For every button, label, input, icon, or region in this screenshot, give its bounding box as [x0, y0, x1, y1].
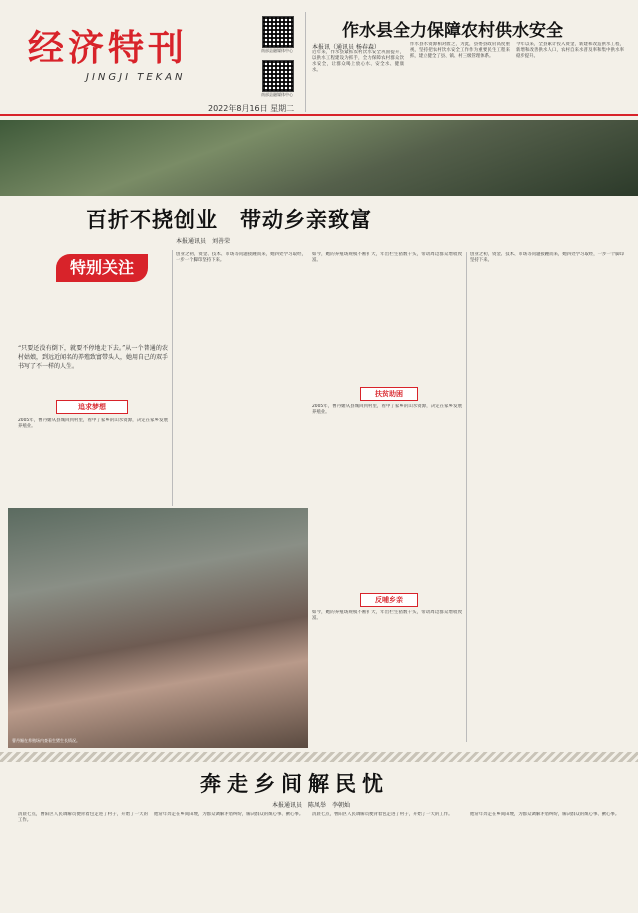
feature-column: 2005年，曹丹媚从县城回到村里，看中了家乡的山水资源，决定在家乡发展养殖业。 [312, 404, 462, 415]
top-story-headline: 作水县全力保障农村供水安全 [342, 21, 563, 41]
bottom-story-paragraph: 清晨七点，曹阳区人民调解员便背着包走进了村子，开始了一天的工作。 [312, 812, 453, 817]
column-divider [172, 250, 173, 506]
qr-code-icon [262, 60, 294, 92]
bottom-story-paragraph: 清晨七点，曹阳区人民调解员便背着包走进了村子，开始了一天的工作。 [18, 812, 148, 823]
hero-photo [0, 120, 638, 196]
section-divider [0, 752, 638, 762]
feature-intro: “只要还没有倒下，就要不停地走下去。”从一个普通的农村姑娘，到远近闻名的养殖致富带头人，她用自己的双手书写了不一样的人生。 [18, 345, 168, 370]
bottom-story-byline: 本报通讯员 陈凤举 李朝灿 [272, 802, 351, 809]
column-divider [305, 12, 306, 112]
bottom-story-paragraph: 他常年奔走在乡间田埂，为群众调解矛盾纠纷，解决群众的烦心事、揪心事。 [470, 812, 620, 817]
photo-caption: 曹丹媚在养殖场内查看生猪生长情况。 [12, 738, 80, 743]
feature-column: 2005年，曹丹媚从县城回到村里，看中了家乡的山水资源，决定在家乡发展养殖业。 [18, 418, 168, 429]
column-divider [466, 252, 467, 742]
feature-tag: 特别关注 [56, 254, 148, 282]
bottom-story-headline: 奔走乡间解民忧 [200, 771, 389, 796]
top-story-paragraph: 近年来，作水县紧抓农村饮水安全巩固提升，以供水工程建设为抓手，全力保障农村群众饮水安全，让群众喝上放心水、安全水、健康水。 [312, 50, 404, 73]
feature-photo [8, 508, 308, 748]
issue-date: 2022年8月16日 星期二 [208, 104, 295, 113]
feature-column: 创业之初，资金、技术、市场等问题接踵而来，她四处学习取经，一步一个脚印坚持下来。 [470, 252, 624, 263]
section-tag: 反哺乡亲 [360, 593, 418, 607]
qr-caption: 南部县融媒体中心 [261, 48, 293, 53]
top-story-byline: 本报讯（通讯员 杨春森） [312, 44, 380, 51]
masthead-title: 经济特刊 [28, 28, 189, 69]
section-tag: 扶贫助困 [360, 387, 418, 401]
top-story-paragraph: 作水县水资源相对匮乏，为此，县委县政府高度重视，坚持把农村饮水安全工作作为重要民生工程来抓，建立健全了县、镇、村三级管理体系。 [410, 42, 510, 59]
feature-byline: 本报通讯员 刘善荣 [176, 238, 231, 245]
top-story-paragraph: 今年以来，全县累计投入资金，新建和改造供水工程，新增和改善供水人口，农村自来水普及率和集中供水率稳步提升。 [516, 42, 624, 59]
qr-code-icon [262, 16, 294, 48]
section-tag: 追求梦想 [56, 400, 128, 414]
feature-column: 如今，她的养殖场规模不断扩大，年出栏生猪数千头，带动周边群众增收致富。 [312, 252, 462, 263]
feature-column: 创业之初，资金、技术、市场等问题接踵而来，她四处学习取经，一步一个脚印坚持下来。 [176, 252, 306, 263]
masthead-rule [0, 114, 638, 116]
feature-column: 如今，她的养殖场规模不断扩大，年出栏生猪数千头，带动周边群众增收致富。 [312, 610, 462, 621]
masthead-pinyin: JINGJI TEKAN [86, 72, 186, 83]
qr-caption: 南部县融媒体中心 [261, 92, 293, 97]
bottom-story-paragraph: 他常年奔走在乡间田埂，为群众调解矛盾纠纷，解决群众的烦心事、揪心事。 [154, 812, 304, 817]
feature-headline: 百折不挠创业 带动乡亲致富 [86, 207, 372, 232]
